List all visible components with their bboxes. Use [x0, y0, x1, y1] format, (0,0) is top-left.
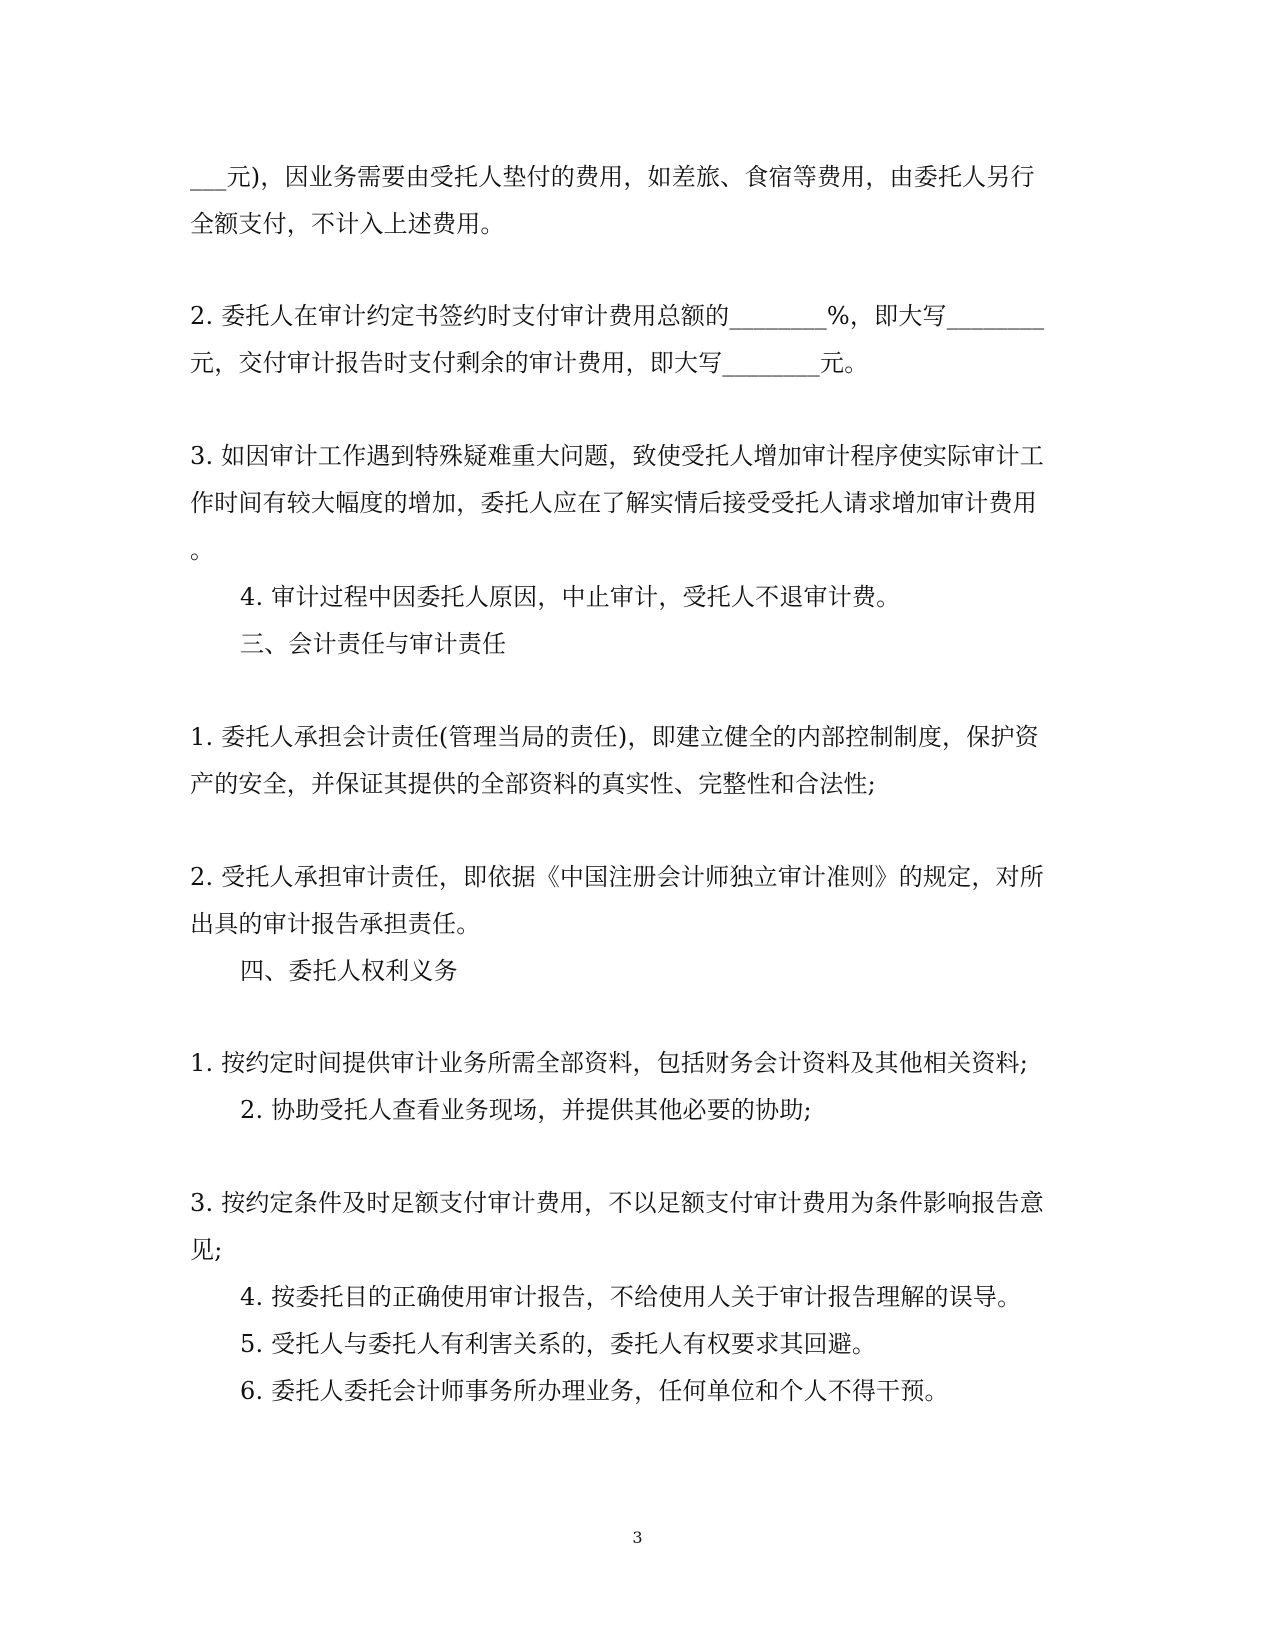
text-line: 4. 按委托目的正确使用审计报告，不给使用人关于审计报告理解的误导。 [240, 1283, 1022, 1311]
text-line: 产的安全，并保证其提供的全部资料的真实性、完整性和合法性; [190, 770, 876, 798]
text-line: 。 [190, 536, 215, 564]
text-line: ___元)，因业务需要由受托人垫付的费用，如差旅、食宿等费用，由委托人另行 [190, 163, 1035, 191]
page-number: 3 [632, 1528, 643, 1547]
text-line: 6. 委托人委托会计师事务所办理业务，任何单位和个人不得干预。 [240, 1377, 949, 1405]
text-line: 作时间有较大幅度的增加，委托人应在了解实情后接受受托人请求增加审计费用 [190, 489, 1037, 517]
text-line: 全额支付，不计入上述费用。 [190, 210, 505, 238]
text-line: 2. 委托人在审计约定书签约时支付审计费用总额的________%，即大写________ [190, 302, 1045, 330]
text-line: 出具的审计报告承担责任。 [190, 910, 481, 938]
text-line: 1. 按约定时间提供审计业务所需全部资料，包括财务会计资料及其他相关资料; [190, 1049, 1029, 1077]
text-line: 元，交付审计报告时支付剩余的审计费用，即大写________元。 [190, 349, 869, 377]
section-heading: 四、委托人权利义务 [240, 957, 458, 985]
text-line: 5. 受托人与委托人有利害关系的，委托人有权要求其回避。 [240, 1330, 877, 1358]
text-line: 3. 按约定条件及时足额支付审计费用，不以足额支付审计费用为条件影响报告意 [190, 1189, 1044, 1217]
section-heading: 三、会计责任与审计责任 [240, 630, 507, 658]
text-line: 1. 委托人承担会计责任(管理当局的责任)，即建立健全的内部控制制度，保护资 [190, 723, 1039, 751]
text-line: 2. 协助受托人查看业务现场，并提供其他必要的协助; [240, 1096, 812, 1124]
text-line: 3. 如因审计工作遇到特殊疑难重大问题，致使受托人增加审计程序使实际审计工 [190, 442, 1044, 470]
text-line: 2. 受托人承担审计责任，即依据《中国注册会计师独立审计准则》的规定，对所 [190, 863, 1044, 891]
text-line: 见; [190, 1236, 223, 1264]
text-line: 4. 审计过程中因委托人原因，中止审计，受托人不退审计费。 [240, 583, 901, 611]
